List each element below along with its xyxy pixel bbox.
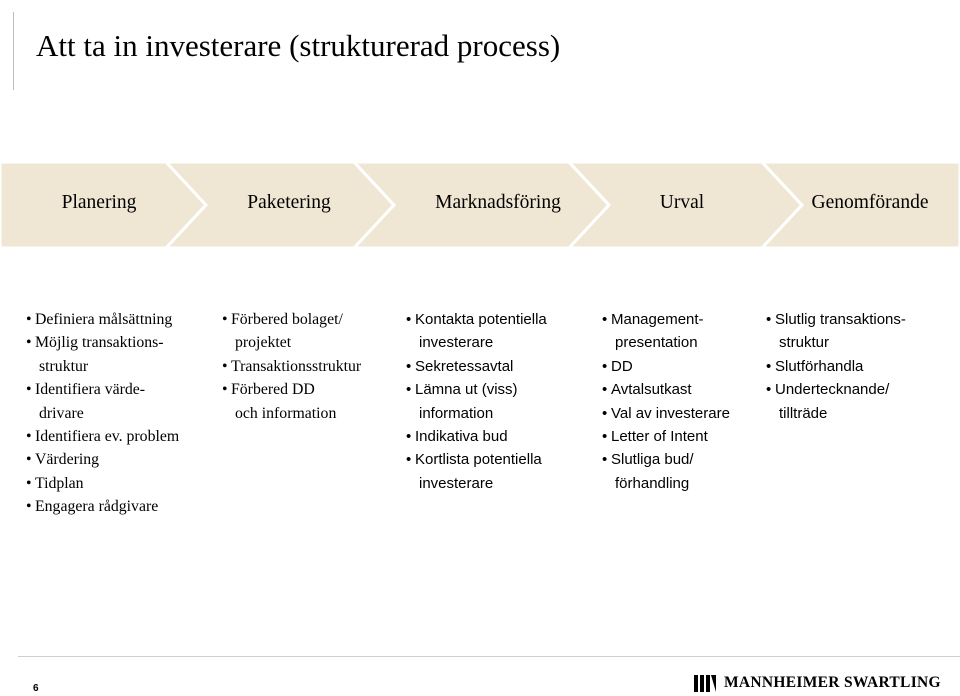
list-item-text: Sekretessavtal bbox=[415, 357, 514, 375]
list-item-text: Letter of Intent bbox=[611, 428, 708, 446]
list-item bbox=[766, 355, 906, 378]
list-item-text: Val av investerare bbox=[611, 404, 730, 422]
list-item bbox=[602, 308, 730, 355]
page-title: Att ta in investerare (strukturerad process) bbox=[36, 28, 561, 63]
list-item-text: Slutliga bud/ bbox=[611, 451, 694, 469]
list-item bbox=[26, 448, 179, 471]
list-item-text: Undertecknande/ bbox=[775, 381, 890, 399]
page-number: 6 bbox=[33, 683, 39, 694]
column-genomforande bbox=[766, 308, 906, 425]
bullet-icon: • bbox=[26, 498, 32, 516]
list-item-continuation: investerare bbox=[419, 474, 494, 492]
list-item-text: Identifiera värde- bbox=[35, 381, 146, 399]
list-item-text: Definiera målsättning bbox=[35, 311, 173, 328]
list-item bbox=[26, 495, 179, 518]
list-item bbox=[406, 308, 547, 355]
bullet-list bbox=[222, 308, 361, 425]
list-item-text: Förbered bolaget/ bbox=[231, 311, 343, 328]
list-item bbox=[26, 308, 179, 331]
list-item bbox=[222, 378, 361, 425]
list-item bbox=[26, 472, 179, 495]
bullet-icon: • bbox=[26, 428, 32, 446]
bullet-icon: • bbox=[602, 357, 608, 375]
list-item bbox=[602, 402, 730, 425]
process-chevron-bar bbox=[0, 162, 960, 248]
phase-genomforande-label: Genomförande bbox=[811, 192, 929, 213]
title-accent-line bbox=[13, 12, 14, 90]
footer-logo bbox=[694, 674, 941, 692]
list-item bbox=[406, 378, 547, 425]
list-item-continuation: förhandling bbox=[615, 474, 690, 492]
logo-text: MANNHEIMER SWARTLING bbox=[724, 674, 941, 691]
list-item-continuation: drivare bbox=[39, 404, 84, 422]
list-item-text: Lämna ut (viss) bbox=[415, 381, 518, 399]
phase-paketering-label: Paketering bbox=[247, 192, 331, 213]
phase-planering-label: Planering bbox=[61, 192, 137, 213]
column-paketering bbox=[222, 308, 361, 425]
list-item-text: Kortlista potentiella bbox=[415, 451, 542, 469]
phase-urval-label: Urval bbox=[659, 192, 705, 213]
list-item-text: Management- bbox=[611, 311, 704, 328]
list-item bbox=[222, 308, 361, 355]
list-item-text: Avtalsutkast bbox=[611, 381, 692, 399]
list-item-continuation: investerare bbox=[419, 334, 494, 352]
list-item bbox=[26, 425, 179, 448]
list-item-continuation: projektet bbox=[235, 334, 292, 352]
column-urval bbox=[602, 308, 730, 495]
bullet-list bbox=[406, 308, 547, 495]
list-item-text: Slutlig transaktions- bbox=[775, 311, 906, 328]
list-item-text: Möjlig transaktions- bbox=[35, 334, 164, 352]
list-item-continuation: och information bbox=[235, 404, 337, 422]
column-marknadsforing bbox=[406, 308, 547, 495]
bullet-icon: • bbox=[602, 404, 608, 422]
list-item-continuation: struktur bbox=[779, 334, 830, 352]
list-item-continuation: information bbox=[419, 404, 494, 422]
bullet-icon: • bbox=[406, 428, 412, 446]
list-item bbox=[602, 355, 730, 378]
bullet-icon: • bbox=[26, 334, 32, 352]
bullet-icon: • bbox=[602, 381, 608, 399]
bullet-icon: • bbox=[26, 381, 32, 399]
list-item bbox=[406, 355, 547, 378]
logo-mark-icon bbox=[694, 675, 716, 692]
list-item-text: Slutförhandla bbox=[775, 357, 864, 375]
phase-marknadsforing-label: Marknadsföring bbox=[435, 192, 561, 213]
list-item-text: Indikativa bud bbox=[415, 428, 508, 446]
bullet-icon: • bbox=[406, 311, 412, 328]
list-item-text: Engagera rådgivare bbox=[35, 498, 159, 516]
bullet-icon: • bbox=[406, 381, 412, 399]
list-item bbox=[766, 378, 906, 425]
list-item bbox=[602, 448, 730, 495]
list-item bbox=[766, 308, 906, 355]
bullet-icon: • bbox=[766, 357, 772, 375]
list-item-text: Förbered DD bbox=[231, 381, 315, 399]
list-item-continuation: presentation bbox=[615, 334, 698, 352]
column-planering bbox=[26, 308, 179, 519]
bullet-icon: • bbox=[766, 381, 772, 399]
bullet-icon: • bbox=[26, 311, 32, 328]
bullet-list bbox=[602, 308, 730, 495]
list-item-continuation: struktur bbox=[39, 357, 89, 375]
list-item-text: Värdering bbox=[35, 451, 100, 469]
bullet-icon: • bbox=[26, 474, 32, 492]
list-item-text: Transaktionsstruktur bbox=[231, 357, 362, 375]
bullet-icon: • bbox=[26, 451, 32, 469]
bullet-icon: • bbox=[602, 451, 608, 469]
bullet-list bbox=[766, 308, 906, 425]
list-item bbox=[222, 355, 361, 378]
list-item bbox=[406, 448, 547, 495]
bullet-icon: • bbox=[602, 428, 608, 446]
bullet-list bbox=[26, 308, 179, 519]
list-item-text: Kontakta potentiella bbox=[415, 311, 547, 328]
bullet-icon: • bbox=[602, 311, 608, 328]
list-item bbox=[602, 425, 730, 448]
bullet-icon: • bbox=[766, 311, 772, 328]
bullet-icon: • bbox=[222, 357, 228, 375]
list-item bbox=[602, 378, 730, 401]
list-item-continuation: tillträde bbox=[779, 404, 828, 422]
list-item bbox=[26, 331, 179, 378]
list-item bbox=[406, 425, 547, 448]
bullet-icon: • bbox=[222, 311, 228, 328]
list-item-text: Identifiera ev. problem bbox=[35, 428, 180, 446]
list-item-text: Tidplan bbox=[35, 474, 84, 492]
footer-divider bbox=[18, 656, 960, 657]
list-item bbox=[26, 378, 179, 425]
bullet-icon: • bbox=[406, 357, 412, 375]
bullet-icon: • bbox=[406, 451, 412, 469]
list-item-text: DD bbox=[611, 357, 633, 375]
bullet-icon: • bbox=[222, 381, 228, 399]
